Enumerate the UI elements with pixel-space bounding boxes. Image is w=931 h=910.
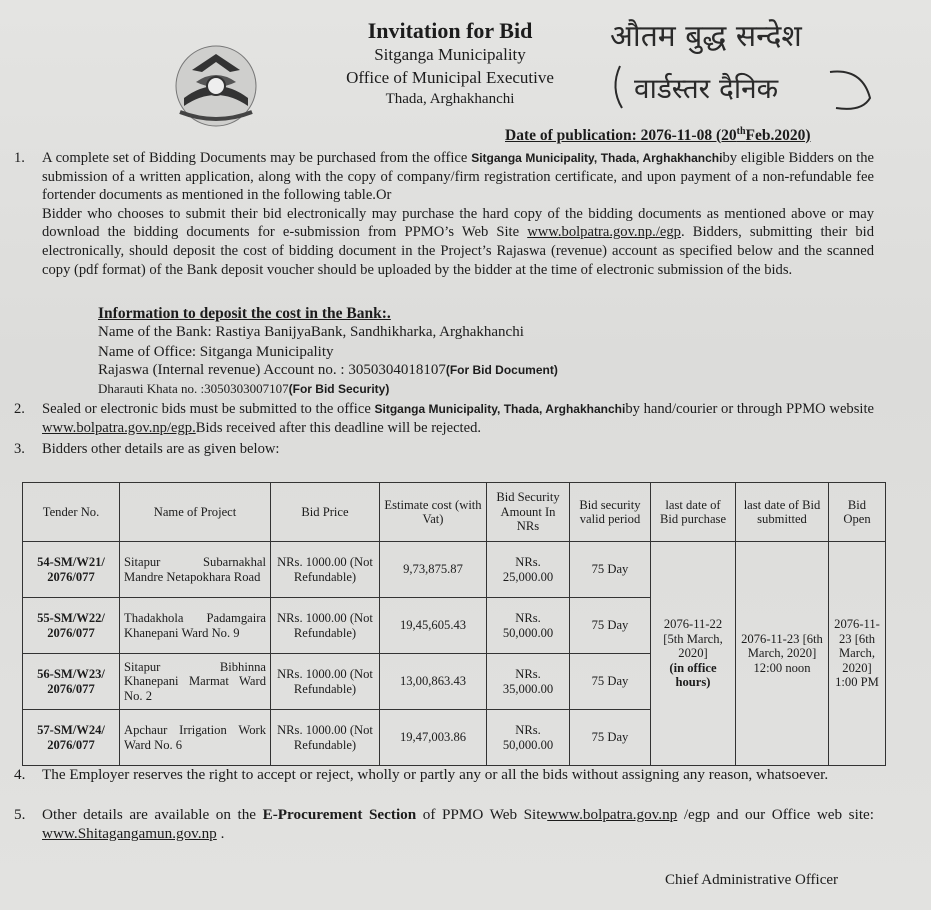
security-amount: NRs. 35,000.00 [487,654,570,710]
signatory-title: Chief Administrative Officer [665,872,839,888]
bid-price: NRs. 1000.00 (Not Refundable) [271,598,380,654]
bid-price: NRs. 1000.00 (Not Refundable) [271,654,380,710]
org-name: Sitganga Municipality [374,45,526,64]
estimate-cost: 19,45,605.43 [380,598,487,654]
clause-5: 5. Other details are available on the E-Procurement Section of PPMO Web Sitewww.bolpatra.gov.np /egp and our Office web site: www.Shitagangamun.gov.np . [14,806,874,842]
col-security: Bid Security Amount In NRs [487,483,570,542]
valid-period: 75 Day [570,710,651,766]
bolpatra-egp-link[interactable]: www.bolpatra.gov.np/egp. [42,419,196,436]
security-amount: NRs. 25,000.00 [487,542,570,598]
tender-no: 54-SM/W21/ 2076/077 [23,542,120,598]
project-name: Sitapur Subarnakhal Mandre Netapokhara Road [120,542,271,598]
bolpatra-link[interactable]: www.bolpatra.gov.np./egp [527,224,681,241]
municipality-site-link[interactable]: www.Shitagangamun.gov.np [42,824,217,842]
security-amount: NRs. 50,000.00 [487,710,570,766]
tender-no: 56-SM/W23/ 2076/077 [23,654,120,710]
bid-details-table [22,482,886,766]
col-period: Bid security valid period [570,483,651,542]
col-purchase-date: last date of Bid purchase [651,483,736,542]
bolpatra-site-link[interactable]: www.bolpatra.gov.np [547,806,678,823]
publication-date: Date of publication: 2076-11-08 (20thFeb.2020) [505,126,811,145]
page-title: Invitation for Bid [367,18,533,43]
estimate-cost: 13,00,863.43 [380,654,487,710]
clause-4: 4. The Employer reserves the right to accept or reject, wholly or partly any or all the bids without assigning any reason, whatsoever. [14,766,829,783]
bank-info-heading: Information to deposit the cost in the Bank:. [98,305,391,322]
submission-deadline: 2076-11-23 [6th March, 2020] 12:00 noon [736,542,829,766]
org-address: Thada, Arghakhanchi [385,91,515,107]
estimate-cost: 9,73,875.87 [380,542,487,598]
bid-price: NRs. 1000.00 (Not Refundable) [271,710,380,766]
valid-period: 75 Day [570,542,651,598]
col-tender-no: Tender No. [23,483,120,542]
bank-office: Name of Office: Sitganga Municipality [98,344,334,360]
dharauti-account: Dharauti Khata no. :3050303007107(For Bid Security) [98,381,390,396]
bank-name: Name of the Bank: Rastiya BanijyaBank, Sandhikharka, Arghakhanchi [98,324,524,340]
project-name: Sitapur Bibhinna Khanepani Marmat Ward No. 2 [120,654,271,710]
bid-price: NRs. 1000.00 (Not Refundable) [271,542,380,598]
col-project: Name of Project [120,483,271,542]
col-submit-date: last date of Bid submitted [736,483,829,542]
col-open-date: Bid Open [829,483,886,542]
col-estimate: Estimate cost (with Vat) [380,483,487,542]
handwritten-line-1: औतम बुद्ध सन्देश [610,19,802,54]
table-header-row [23,483,886,542]
clause-3: 3. Bidders other details are as given below: [14,441,280,457]
valid-period: 75 Day [570,598,651,654]
handwritten-line-2: वार्डस्तर दैनिक [634,72,779,105]
security-amount: NRs. 50,000.00 [487,598,570,654]
nepal-emblem-icon [170,40,262,132]
tender-no: 55-SM/W22/ 2076/077 [23,598,120,654]
col-bid-price: Bid Price [271,483,380,542]
clause-2: 2. Sealed or electronic bids must be submitted to the office Sitganga Municipality, Thada, Arghakhanchiby hand/courier or through PPMO website www.bolpatra.gov.np/egp.Bids received after this deadline will be rejected. [14,401,874,436]
clause-1: 1. A complete set of Bidding Documents may be purchased from the office Sitganga Municipality, Thada, Arghakhanchiby eligible Bidders on the submission of a written application, along with the copy of company/firm registration certificate, and upon payment of a non-refundable fee fortender documents as mentioned in the following table.Or Bidder who chooses to submit their bid electronically may purchase the hard copy of the bidding documents as mentioned above or may download the bidding documents for e-submission from PPMO’s Web Site www.bolpatra.gov.np./egp. Bidders, submitting their bid electronically, should deposit the cost of bidding document in the Project’s Rajaswa (revenue) account as specified below and the scanned copy (pdf format) of the Bank deposit voucher should be uploaded by the bidder at the time of electronic submission of the bids. [14,150,875,278]
estimate-cost: 19,47,003.86 [380,710,487,766]
project-name: Apchaur Irrigation Work Ward No. 6 [120,710,271,766]
tender-no: 57-SM/W24/ 2076/077 [23,710,120,766]
bid-opening: 2076-11-23 [6th March, 2020] 1:00 PM [829,542,886,766]
handwritten-annotation [600,8,920,118]
table-row [23,542,886,598]
purchase-deadline: 2076-11-22 [5th March, 2020] (in office hours) [651,542,736,766]
org-office: Office of Municipal Executive [346,68,554,87]
valid-period: 75 Day [570,654,651,710]
rajaswa-account: Rajaswa (Internal revenue) Account no. : 3050304018107(For Bid Document) [98,362,558,378]
project-name: Thadakhola Padamgaira Khanepani Ward No. 9 [120,598,271,654]
